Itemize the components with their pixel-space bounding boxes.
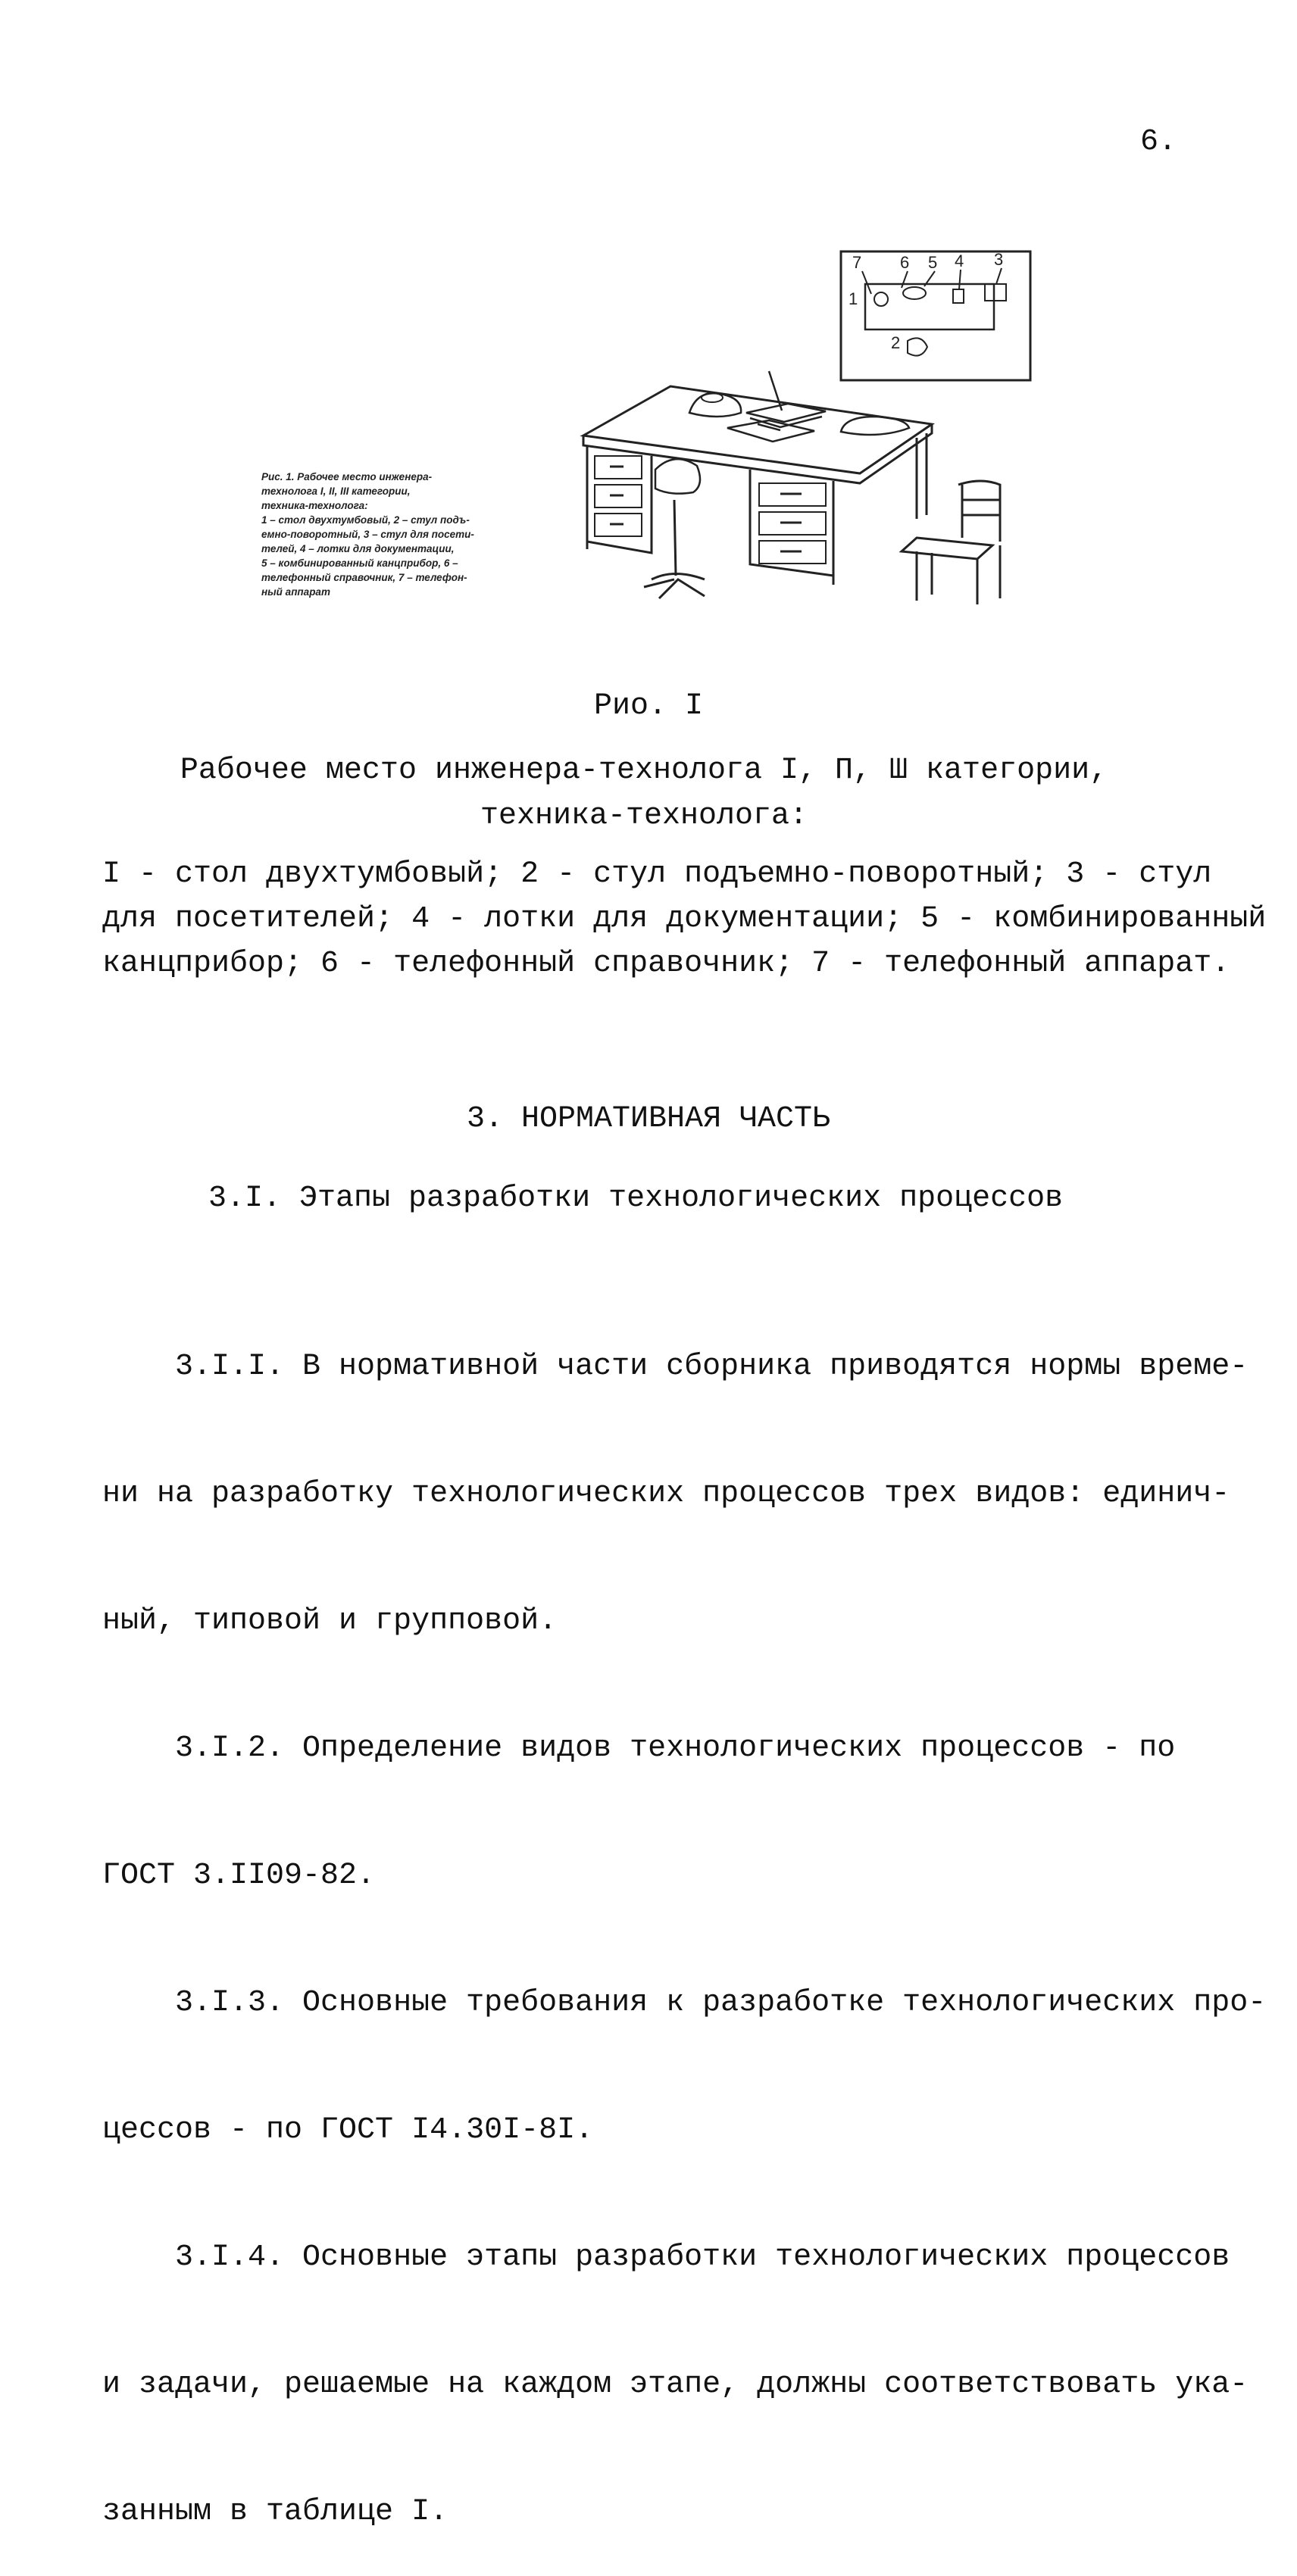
legend-line: для посетителей; 4 - лотки для документации; 5 - комбинированный [102, 902, 1267, 936]
telephone-dial [702, 393, 723, 402]
legend-line: канцприбор; 6 - телефонный справочник; 7 - телефонный аппарат. [102, 947, 1230, 981]
plan-label-7: 7 [852, 253, 862, 272]
desk-drawer-handles-right [780, 494, 802, 551]
plan-label-1: 1 [849, 289, 858, 308]
figure-small-caption [261, 470, 557, 599]
small-caption-line: технолога I, II, III категории, [261, 486, 411, 497]
desk-top [583, 386, 932, 473]
swivel-chair-seat [644, 500, 705, 598]
small-caption-line: ный аппарат [261, 586, 330, 598]
body-line: ный, типовой и групповой. [102, 1604, 558, 1638]
plan-phone-symbol [874, 292, 888, 306]
plan-label-6: 6 [900, 253, 910, 272]
figure-title-line-1: Рабочее место инженера-технолога I, П, Ш категории, [180, 754, 1108, 788]
plan-directory-symbol [903, 287, 926, 299]
plan-swivel-chair-symbol [908, 338, 927, 355]
small-caption-line: 5 – комбинированный канцприбор, 6 – [261, 557, 458, 569]
plan-label-5: 5 [928, 253, 938, 272]
plan-label-2: 2 [891, 333, 901, 352]
body-line: 3.I.3. Основные требования к разработке технологических про- [102, 1986, 1267, 2020]
telephone-directory [841, 417, 909, 435]
body-line: и задачи, решаемые на каждом этапе, должны соответствовать ука- [102, 2368, 1249, 2402]
legend-line: I - стол двухтумбовый; 2 - стул подъемно-поворотный; 3 - стул [102, 857, 1212, 891]
plan-desk-outline [865, 284, 994, 329]
plan-label-3: 3 [994, 250, 1004, 269]
small-caption-line: емно-поворотный, 3 – стул для посети- [261, 529, 474, 540]
figure-legend [102, 852, 1267, 986]
body-line: 3.I.I. В нормативной части сборника приводятся нормы време- [102, 1350, 1249, 1384]
small-caption-line: телей, 4 – лотки для документации, [261, 543, 455, 554]
body-line: 3.I.4. Основные этапы разработки технологических процессов [102, 2240, 1230, 2275]
body-line: занным в таблице I. [102, 2495, 448, 2529]
desk-drawer-handles-left [610, 467, 623, 524]
plan-tray-symbol [953, 289, 964, 303]
section-body [102, 1261, 1266, 2576]
body-line: 3.I.2. Определение видов технологических процессов - по [102, 1731, 1176, 1766]
figure-title-line-2: техника-технолога: [480, 799, 808, 833]
body-line: цессов - по ГОСТ I4.30I-8I. [102, 2113, 594, 2147]
small-caption-line: Рис. 1. Рабочее место инженера- [261, 471, 433, 482]
page-number: 6. [1140, 125, 1177, 159]
telephone [689, 393, 741, 417]
plan-leader-lines [862, 268, 1002, 294]
small-caption-line: 1 – стол двухтумбовый, 2 – стул подъ- [261, 514, 470, 526]
small-caption-line: техника-технолога: [261, 500, 368, 511]
section-subheading: 3.I. Этапы разработки технологических процессов [208, 1182, 1064, 1216]
small-caption-line: телефонный справочник, 7 – телефон- [261, 572, 467, 583]
section-heading: 3. НОРМАТИВНАЯ ЧАСТЬ [466, 1102, 831, 1136]
body-line: ГОСТ 3.II09-82. [102, 1859, 376, 1893]
plan-label-4: 4 [955, 251, 964, 270]
body-line: ни на разработку технологических процессов трех видов: единич- [102, 1477, 1230, 1511]
plan-visitor-chair-symbol [985, 284, 1006, 301]
desk-top-edge [583, 424, 932, 483]
figure-label: Рио. I [593, 689, 704, 723]
swivel-chair-back [655, 459, 700, 494]
